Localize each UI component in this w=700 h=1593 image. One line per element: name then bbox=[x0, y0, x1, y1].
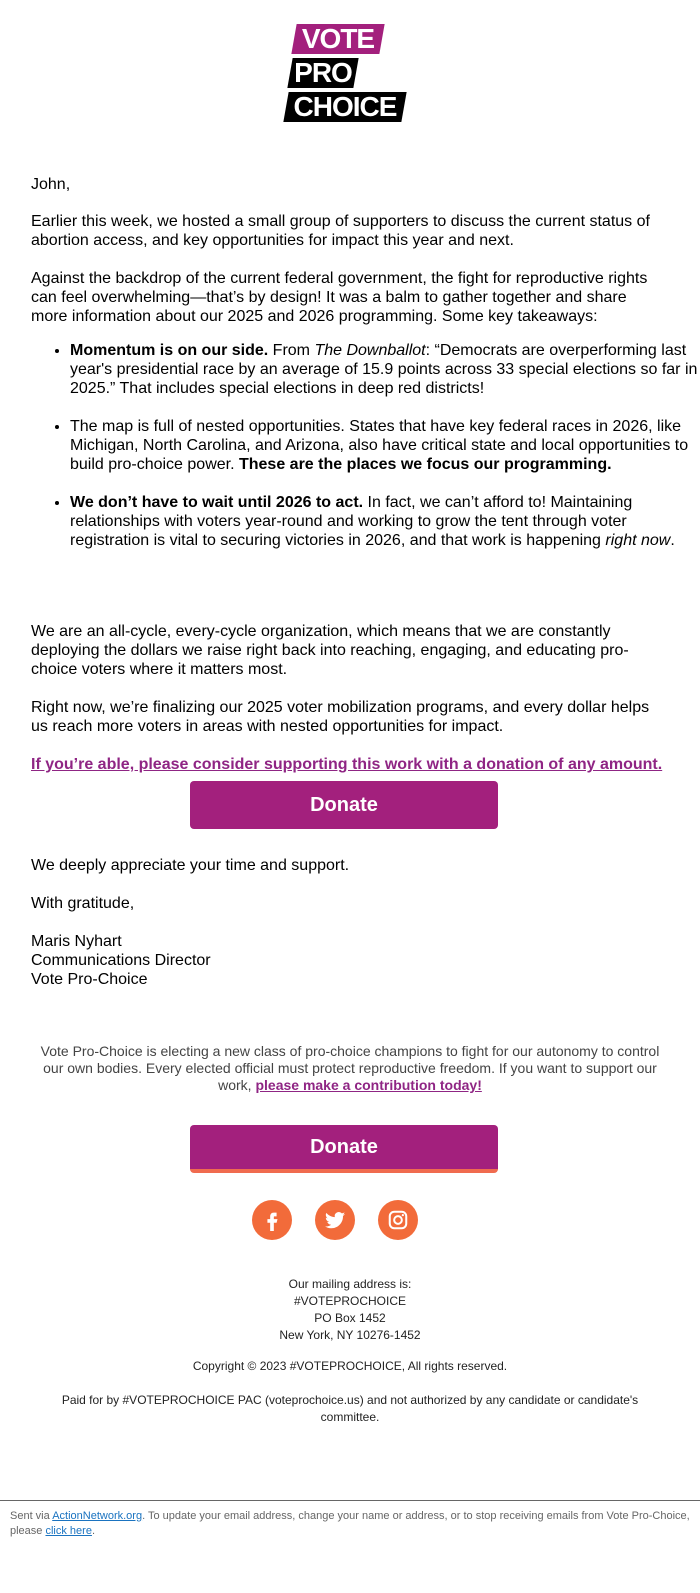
footer-blurb-text: Vote Pro-Choice is electing a new class of pro-choice champions to fight for our autonomy to control our own bodies. Every elected official must protect reproductive freedom. If you want to support our work, bbox=[40, 1043, 660, 1093]
takeaway-1-source: The Downballot bbox=[314, 342, 426, 359]
logo-pro-bar bbox=[287, 58, 358, 88]
thanks-line: We deeply appreciate your time and support. bbox=[31, 857, 350, 874]
takeaway-3-bold: We don’t have to wait until 2026 to act. bbox=[70, 494, 364, 511]
paragraph-4: Right now, we’re finalizing our 2025 voter mobilization programs, and every dollar helps us reach more voters in areas with nested opportunities for impact. bbox=[31, 699, 650, 735]
contribution-link[interactable]: please make a contribution today! bbox=[255, 1077, 482, 1093]
mailing-label: Our mailing address is: bbox=[288, 1277, 412, 1291]
paragraph-3: We are an all-cycle, every-cycle organization, which means that we are constantly deploying the dollars we raise right back into reaching, engaging, and educating pro-choice voters where it matters most. bbox=[31, 623, 629, 678]
mailing-org: #VOTEPROCHOICE bbox=[293, 1294, 407, 1308]
logo-line-choice: CHOICE bbox=[293, 91, 397, 122]
signature-name: Maris Nyhart bbox=[31, 933, 122, 950]
takeaway-1-pre: From bbox=[268, 342, 315, 359]
instagram-icon[interactable] bbox=[378, 1200, 418, 1240]
footer-end-period: . bbox=[91, 1525, 96, 1537]
paid-for-disclaimer: Paid for by #VOTEPROCHOICE PAC (voteprochoice.us) and not authorized by any candidate or candidate's committee. bbox=[61, 1393, 639, 1424]
takeaway-1-bold: Momentum is on our side. bbox=[70, 342, 269, 359]
paragraph-1: Earlier this week, we hosted a small group of supporters to discuss the current status of abortion access, and key opportunities for impact this year and next. bbox=[31, 213, 650, 249]
vote-pro-choice-logo bbox=[284, 24, 408, 124]
takeaway-item bbox=[70, 417, 698, 474]
takeaway-3-end: . bbox=[670, 532, 675, 549]
logo-choice-bar bbox=[283, 92, 406, 122]
click-here-link[interactable]: click here bbox=[45, 1525, 92, 1537]
takeaway-item bbox=[70, 341, 698, 398]
twitter-icon[interactable] bbox=[315, 1200, 355, 1240]
takeaway-3-italic: right now bbox=[605, 532, 671, 549]
signature-org: Vote Pro-Choice bbox=[31, 971, 148, 988]
facebook-icon[interactable] bbox=[252, 1200, 292, 1240]
donation-cta-link[interactable]: If you’re able, please consider supporting this work with a donation of any amount. bbox=[31, 756, 663, 773]
takeaway-item bbox=[70, 493, 698, 550]
signoff: With gratitude, bbox=[31, 895, 135, 912]
takeaways-list bbox=[31, 341, 698, 569]
actionnetwork-link[interactable]: ActionNetwork.org bbox=[52, 1510, 143, 1522]
signature-title: Communications Director bbox=[31, 952, 211, 969]
mailing-po-box: PO Box 1452 bbox=[314, 1311, 386, 1325]
logo-line-pro: PRO bbox=[294, 57, 352, 88]
paragraph-2: Against the backdrop of the current federal government, the fight for reproductive rights can feel overwhelming—that’s by design! It was a balm to gather together and share more information about our 2025 and 2026 programming. Some key takeaways: bbox=[31, 270, 648, 325]
takeaway-2-bold: These are the places we focus our programming. bbox=[238, 456, 612, 473]
footer-blurb bbox=[30, 1043, 670, 1094]
greeting: John, bbox=[31, 176, 71, 193]
unsubscribe-text: . To update your email address, change your name or address, or to stop receiving emails from Vote Pro-Choice, please bbox=[10, 1510, 690, 1537]
logo-line-vote: VOTE bbox=[301, 23, 375, 54]
mailing-city: New York, NY 10276-1452 bbox=[279, 1328, 421, 1342]
copyright: Copyright © 2023 #VOTEPROCHOICE, All rights reserved. bbox=[192, 1359, 508, 1373]
logo-vote-bar bbox=[291, 24, 384, 54]
donate-button[interactable]: Donate bbox=[190, 781, 498, 829]
cta-paragraph bbox=[31, 755, 671, 774]
footer-donate-button[interactable]: Donate bbox=[190, 1125, 498, 1173]
takeaway-3-text: In fact, we can’t afford to! Maintaining relationships with voters year-round and working to grow the tent through voter registration is vital to securing victories in 2026, and that work is happening bbox=[70, 494, 633, 549]
takeaway-2-text: The map is full of nested opportunities. States that have key federal races in 2026, like Michigan, North Carolina, and Arizona, also have critical state and local opportunities to build pro-choice power. bbox=[70, 418, 689, 473]
system-footer-text bbox=[10, 1509, 690, 1539]
sent-via-text: Sent via bbox=[10, 1510, 53, 1522]
takeaway-1-text: : “Democrats are overperforming last year's presidential race by an average of 15.9 points across 33 special elections so far in 2025.” That includes special elections in deep red districts! bbox=[70, 342, 698, 397]
